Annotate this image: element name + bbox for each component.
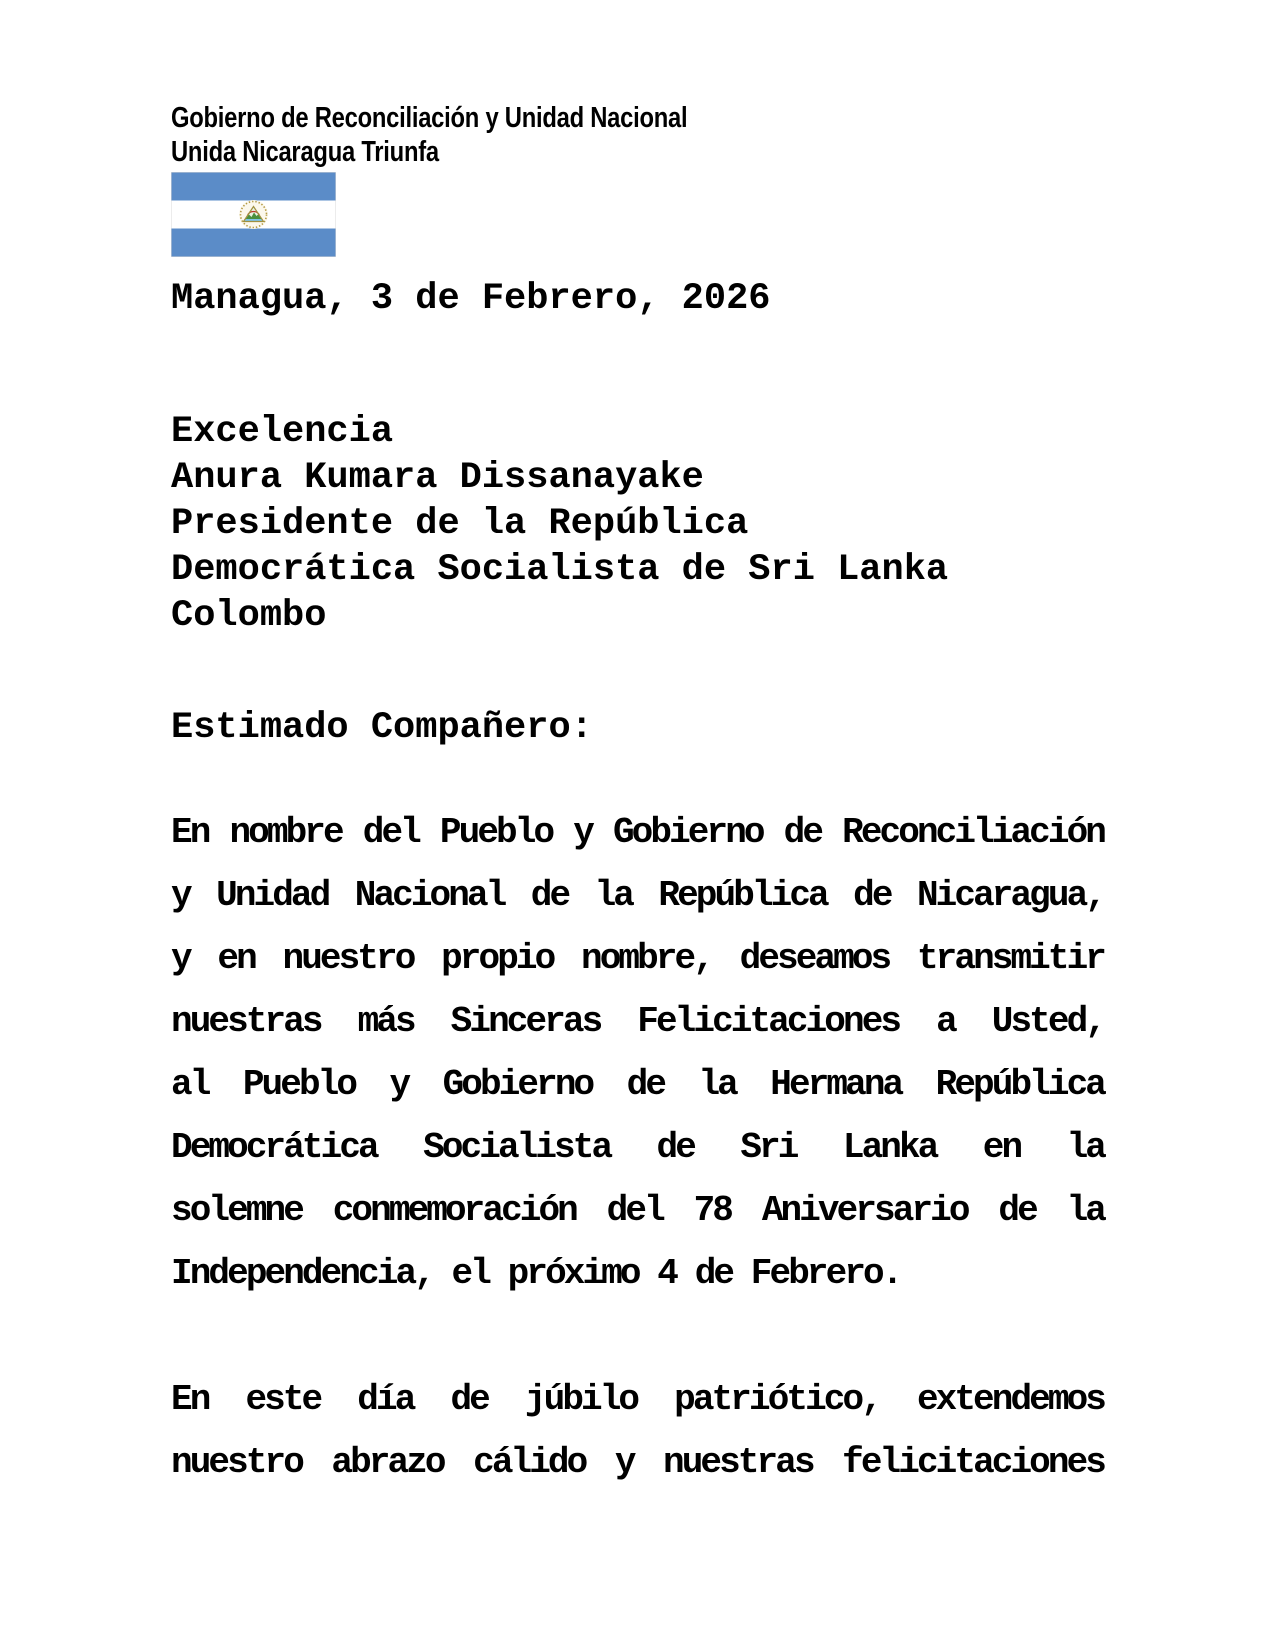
body-text-line: solemne conmemoración del 78 Aniversario de la xyxy=(171,1190,1104,1231)
recipient-line: Democrática Socialista de Sri Lanka xyxy=(171,549,949,591)
flag-stripe-bottom xyxy=(172,229,336,257)
body-text-line: En nombre del Pueblo y Gobierno de Reconciliación xyxy=(171,812,1104,853)
letterhead xyxy=(171,101,936,169)
recipient-line: Excelencia xyxy=(171,411,394,453)
body-text-line: y Unidad Nacional de la República de Nicaragua, xyxy=(171,875,1104,916)
body-paragraph-2 xyxy=(171,1368,1104,1494)
recipient-block xyxy=(171,409,1104,639)
body-text-line: nuestro abrazo cálido y nuestras felicitaciones xyxy=(171,1442,1104,1483)
body-text-line: En este día de júbilo patriótico, extendemos xyxy=(171,1379,1104,1420)
body-paragraph-1 xyxy=(171,801,1104,1305)
emblem-water xyxy=(245,219,262,221)
recipient-line: Presidente de la República xyxy=(171,503,749,545)
recipient-line: Colombo xyxy=(171,595,327,637)
body-text-line: Independencia, el próximo 4 de Febrero. xyxy=(171,1253,901,1294)
recipient-line: Anura Kumara Dissanayake xyxy=(171,457,704,499)
body-text-line: al Pueblo y Gobierno de la Hermana República xyxy=(171,1064,1104,1105)
body-text-line: Democrática Socialista de Sri Lanka en la xyxy=(171,1127,1104,1168)
body-text-line: y en nuestro propio nombre, deseamos transmitir xyxy=(171,938,1104,979)
flag-coat-of-arms xyxy=(239,200,268,229)
date-line: Managua, 3 de Febrero, 2026 xyxy=(171,278,771,320)
flag-stripe-top xyxy=(172,173,336,201)
letterhead-line-2: Unida Nicaragua Triunfa xyxy=(171,136,439,168)
body-text-line: nuestras más Sinceras Felicitaciones a Usted, xyxy=(171,1001,1104,1042)
nicaragua-flag-image xyxy=(171,172,1104,257)
salutation-line: Estimado Compañero: xyxy=(171,707,593,749)
letterhead-line-1: Gobierno de Reconciliación y Unidad Nacional xyxy=(171,102,688,134)
